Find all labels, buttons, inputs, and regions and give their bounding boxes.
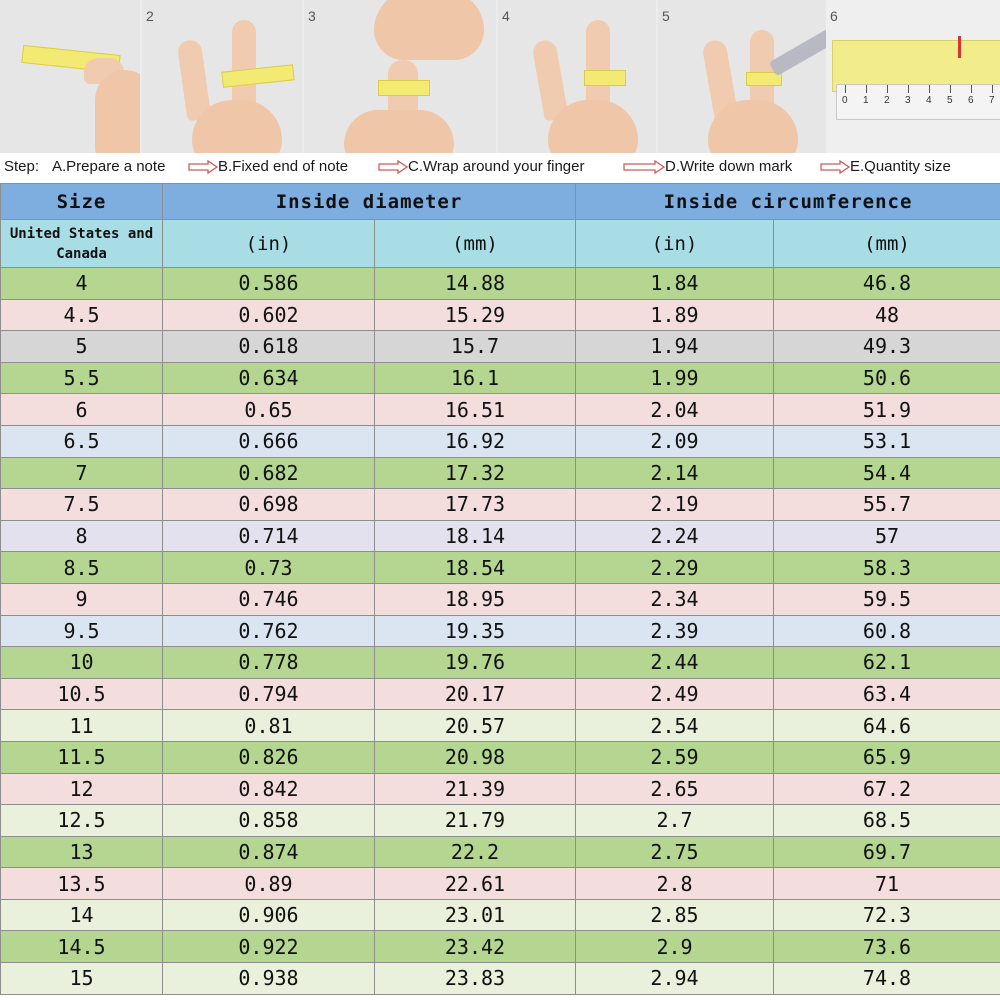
cell-circumference-in: 2.39 bbox=[576, 615, 774, 647]
cell-circumference-in: 2.04 bbox=[576, 394, 774, 426]
ruler-number: 7 bbox=[989, 95, 995, 106]
cell-size: 7 bbox=[1, 457, 163, 489]
ruler bbox=[836, 84, 1000, 120]
step-e: E.Quantity size bbox=[850, 158, 951, 175]
cell-diameter-in: 0.746 bbox=[163, 583, 375, 615]
ruler-number: 0 bbox=[842, 95, 848, 106]
photo-step-6 bbox=[826, 0, 1000, 153]
cell-size: 12 bbox=[1, 773, 163, 805]
cell-diameter-mm: 18.54 bbox=[375, 552, 576, 584]
arrow-right-icon bbox=[188, 160, 218, 174]
cell-diameter-mm: 20.98 bbox=[375, 741, 576, 773]
table-row bbox=[1, 647, 1000, 679]
cell-diameter-in: 0.65 bbox=[163, 394, 375, 426]
pen-mark bbox=[958, 36, 961, 58]
cell-size: 13 bbox=[1, 836, 163, 868]
cell-size: 8.5 bbox=[1, 552, 163, 584]
header-diameter-in: (in) bbox=[163, 220, 375, 268]
ruler-number: 3 bbox=[905, 95, 911, 106]
cell-diameter-mm: 22.2 bbox=[375, 836, 576, 868]
cell-size: 8 bbox=[1, 520, 163, 552]
cell-diameter-mm: 20.57 bbox=[375, 710, 576, 742]
photo-step-1 bbox=[0, 0, 140, 153]
step-instructions bbox=[0, 154, 1000, 180]
table-header-row bbox=[1, 184, 1000, 220]
hand bbox=[374, 0, 484, 60]
cell-diameter-in: 0.794 bbox=[163, 678, 375, 710]
cell-circumference-in: 2.85 bbox=[576, 899, 774, 931]
step-number: 5 bbox=[662, 8, 670, 24]
ring-size-table bbox=[0, 183, 1000, 995]
cell-circumference-mm: 72.3 bbox=[774, 899, 1000, 931]
cell-circumference-mm: 74.8 bbox=[774, 963, 1000, 995]
cell-diameter-in: 0.618 bbox=[163, 331, 375, 363]
cell-circumference-mm: 67.2 bbox=[774, 773, 1000, 805]
cell-diameter-mm: 17.32 bbox=[375, 457, 576, 489]
table-row bbox=[1, 773, 1000, 805]
cell-diameter-mm: 16.92 bbox=[375, 425, 576, 457]
table-row bbox=[1, 868, 1000, 900]
table-row bbox=[1, 963, 1000, 995]
table-row bbox=[1, 489, 1000, 521]
table-row bbox=[1, 299, 1000, 331]
cell-diameter-in: 0.682 bbox=[163, 457, 375, 489]
cell-diameter-mm: 15.29 bbox=[375, 299, 576, 331]
cell-diameter-mm: 15.7 bbox=[375, 331, 576, 363]
cell-size: 14.5 bbox=[1, 931, 163, 963]
table-row bbox=[1, 362, 1000, 394]
cell-size: 4 bbox=[1, 268, 163, 300]
step-number: 6 bbox=[830, 8, 838, 24]
table-row bbox=[1, 710, 1000, 742]
table-row bbox=[1, 552, 1000, 584]
table-row bbox=[1, 615, 1000, 647]
cell-diameter-mm: 23.01 bbox=[375, 899, 576, 931]
cell-circumference-mm: 51.9 bbox=[774, 394, 1000, 426]
cell-diameter-mm: 19.76 bbox=[375, 647, 576, 679]
cell-diameter-mm: 20.17 bbox=[375, 678, 576, 710]
cell-circumference-mm: 59.5 bbox=[774, 583, 1000, 615]
cell-diameter-in: 0.906 bbox=[163, 899, 375, 931]
cell-circumference-mm: 60.8 bbox=[774, 615, 1000, 647]
cell-diameter-mm: 14.88 bbox=[375, 268, 576, 300]
table-row bbox=[1, 899, 1000, 931]
step-d: D.Write down mark bbox=[665, 158, 793, 175]
cell-diameter-mm: 23.83 bbox=[375, 963, 576, 995]
step-number: 4 bbox=[502, 8, 510, 24]
cell-circumference-in: 1.99 bbox=[576, 362, 774, 394]
table-subheader-row bbox=[1, 220, 1000, 268]
cell-circumference-in: 2.94 bbox=[576, 963, 774, 995]
table-row bbox=[1, 741, 1000, 773]
cell-diameter-in: 0.762 bbox=[163, 615, 375, 647]
cell-size: 9.5 bbox=[1, 615, 163, 647]
cell-diameter-mm: 23.42 bbox=[375, 931, 576, 963]
cell-diameter-in: 0.89 bbox=[163, 868, 375, 900]
cell-diameter-in: 0.81 bbox=[163, 710, 375, 742]
cell-circumference-mm: 55.7 bbox=[774, 489, 1000, 521]
cell-diameter-in: 0.698 bbox=[163, 489, 375, 521]
cell-circumference-in: 2.75 bbox=[576, 836, 774, 868]
cell-diameter-mm: 22.61 bbox=[375, 868, 576, 900]
cell-diameter-in: 0.874 bbox=[163, 836, 375, 868]
cell-circumference-in: 2.59 bbox=[576, 741, 774, 773]
cell-circumference-in: 2.9 bbox=[576, 931, 774, 963]
table-row bbox=[1, 931, 1000, 963]
arrow-right-icon bbox=[378, 160, 408, 174]
step-c: C.Wrap around your finger bbox=[408, 158, 585, 175]
cell-circumference-in: 1.84 bbox=[576, 268, 774, 300]
cell-size: 11 bbox=[1, 710, 163, 742]
cell-diameter-mm: 16.51 bbox=[375, 394, 576, 426]
cell-diameter-in: 0.858 bbox=[163, 805, 375, 837]
table-row bbox=[1, 678, 1000, 710]
cell-diameter-in: 0.714 bbox=[163, 520, 375, 552]
cell-diameter-mm: 18.14 bbox=[375, 520, 576, 552]
cell-circumference-in: 2.54 bbox=[576, 710, 774, 742]
cell-size: 14 bbox=[1, 899, 163, 931]
step-number: 3 bbox=[308, 8, 316, 24]
table-body bbox=[1, 268, 1000, 995]
paper-strip bbox=[584, 70, 626, 86]
cell-diameter-mm: 21.79 bbox=[375, 805, 576, 837]
cell-circumference-mm: 62.1 bbox=[774, 647, 1000, 679]
cell-diameter-in: 0.938 bbox=[163, 963, 375, 995]
cell-size: 5.5 bbox=[1, 362, 163, 394]
header-circumference-mm: (mm) bbox=[774, 220, 1000, 268]
cell-size: 6.5 bbox=[1, 425, 163, 457]
cell-circumference-mm: 73.6 bbox=[774, 931, 1000, 963]
cell-circumference-in: 2.14 bbox=[576, 457, 774, 489]
cell-size: 9 bbox=[1, 583, 163, 615]
instruction-photo-strip bbox=[0, 0, 1000, 153]
step-b: B.Fixed end of note bbox=[218, 158, 349, 175]
ruler-number: 4 bbox=[926, 95, 932, 106]
cell-circumference-in: 2.29 bbox=[576, 552, 774, 584]
cell-diameter-in: 0.826 bbox=[163, 741, 375, 773]
table-row bbox=[1, 520, 1000, 552]
header-circumference-in: (in) bbox=[576, 220, 774, 268]
arrow-right-icon bbox=[623, 160, 665, 174]
header-inside-circumference: Inside circumference bbox=[576, 184, 1000, 220]
cell-diameter-in: 0.634 bbox=[163, 362, 375, 394]
ruler-number: 6 bbox=[968, 95, 974, 106]
cell-size: 6 bbox=[1, 394, 163, 426]
cell-circumference-in: 2.7 bbox=[576, 805, 774, 837]
paper-strip bbox=[378, 80, 430, 96]
table-row bbox=[1, 425, 1000, 457]
cell-size: 10.5 bbox=[1, 678, 163, 710]
cell-circumference-in: 2.65 bbox=[576, 773, 774, 805]
cell-circumference-in: 2.8 bbox=[576, 868, 774, 900]
cell-diameter-in: 0.842 bbox=[163, 773, 375, 805]
cell-diameter-mm: 18.95 bbox=[375, 583, 576, 615]
photo-step-4 bbox=[498, 0, 656, 153]
cell-diameter-in: 0.778 bbox=[163, 647, 375, 679]
cell-circumference-mm: 48 bbox=[774, 299, 1000, 331]
cell-circumference-mm: 69.7 bbox=[774, 836, 1000, 868]
pen bbox=[769, 28, 826, 77]
cell-size: 12.5 bbox=[1, 805, 163, 837]
photo-step-5 bbox=[658, 0, 826, 153]
cell-circumference-in: 2.49 bbox=[576, 678, 774, 710]
cell-diameter-in: 0.922 bbox=[163, 931, 375, 963]
header-size: Size bbox=[1, 184, 163, 220]
cell-circumference-mm: 50.6 bbox=[774, 362, 1000, 394]
header-us-canada: United States and Canada bbox=[1, 220, 163, 268]
photo-step-3 bbox=[304, 0, 496, 153]
step-label: Step: bbox=[4, 158, 40, 175]
table-row bbox=[1, 268, 1000, 300]
cell-diameter-in: 0.666 bbox=[163, 425, 375, 457]
cell-circumference-mm: 49.3 bbox=[774, 331, 1000, 363]
cell-diameter-in: 0.586 bbox=[163, 268, 375, 300]
cell-circumference-mm: 58.3 bbox=[774, 552, 1000, 584]
table-row bbox=[1, 805, 1000, 837]
step-a: A.Prepare a note bbox=[52, 158, 166, 175]
cell-circumference-mm: 68.5 bbox=[774, 805, 1000, 837]
cell-circumference-in: 1.89 bbox=[576, 299, 774, 331]
cell-circumference-mm: 46.8 bbox=[774, 268, 1000, 300]
table-row bbox=[1, 457, 1000, 489]
cell-circumference-in: 2.19 bbox=[576, 489, 774, 521]
cell-size: 15 bbox=[1, 963, 163, 995]
photo-step-2 bbox=[142, 0, 302, 153]
cell-circumference-mm: 53.1 bbox=[774, 425, 1000, 457]
cell-circumference-mm: 54.4 bbox=[774, 457, 1000, 489]
ruler-number: 1 bbox=[863, 95, 869, 106]
ruler-number: 5 bbox=[947, 95, 953, 106]
header-inside-diameter: Inside diameter bbox=[163, 184, 576, 220]
cell-circumference-mm: 64.6 bbox=[774, 710, 1000, 742]
ruler-number: 2 bbox=[884, 95, 890, 106]
cell-size: 11.5 bbox=[1, 741, 163, 773]
cell-diameter-mm: 19.35 bbox=[375, 615, 576, 647]
cell-circumference-in: 2.24 bbox=[576, 520, 774, 552]
cell-circumference-mm: 63.4 bbox=[774, 678, 1000, 710]
cell-circumference-in: 1.94 bbox=[576, 331, 774, 363]
step-number: 2 bbox=[146, 8, 154, 24]
cell-diameter-mm: 21.39 bbox=[375, 773, 576, 805]
cell-circumference-in: 2.09 bbox=[576, 425, 774, 457]
cell-circumference-mm: 57 bbox=[774, 520, 1000, 552]
cell-diameter-mm: 17.73 bbox=[375, 489, 576, 521]
table-row bbox=[1, 394, 1000, 426]
table-row bbox=[1, 836, 1000, 868]
hand bbox=[95, 70, 140, 153]
cell-size: 7.5 bbox=[1, 489, 163, 521]
cell-circumference-in: 2.44 bbox=[576, 647, 774, 679]
cell-diameter-mm: 16.1 bbox=[375, 362, 576, 394]
table-row bbox=[1, 583, 1000, 615]
cell-diameter-in: 0.73 bbox=[163, 552, 375, 584]
hand bbox=[344, 110, 454, 153]
cell-diameter-in: 0.602 bbox=[163, 299, 375, 331]
cell-size: 4.5 bbox=[1, 299, 163, 331]
table-row bbox=[1, 331, 1000, 363]
cell-size: 5 bbox=[1, 331, 163, 363]
cell-size: 10 bbox=[1, 647, 163, 679]
cell-circumference-in: 2.34 bbox=[576, 583, 774, 615]
cell-size: 13.5 bbox=[1, 868, 163, 900]
cell-circumference-mm: 65.9 bbox=[774, 741, 1000, 773]
cell-circumference-mm: 71 bbox=[774, 868, 1000, 900]
header-diameter-mm: (mm) bbox=[375, 220, 576, 268]
arrow-right-icon bbox=[820, 160, 850, 174]
